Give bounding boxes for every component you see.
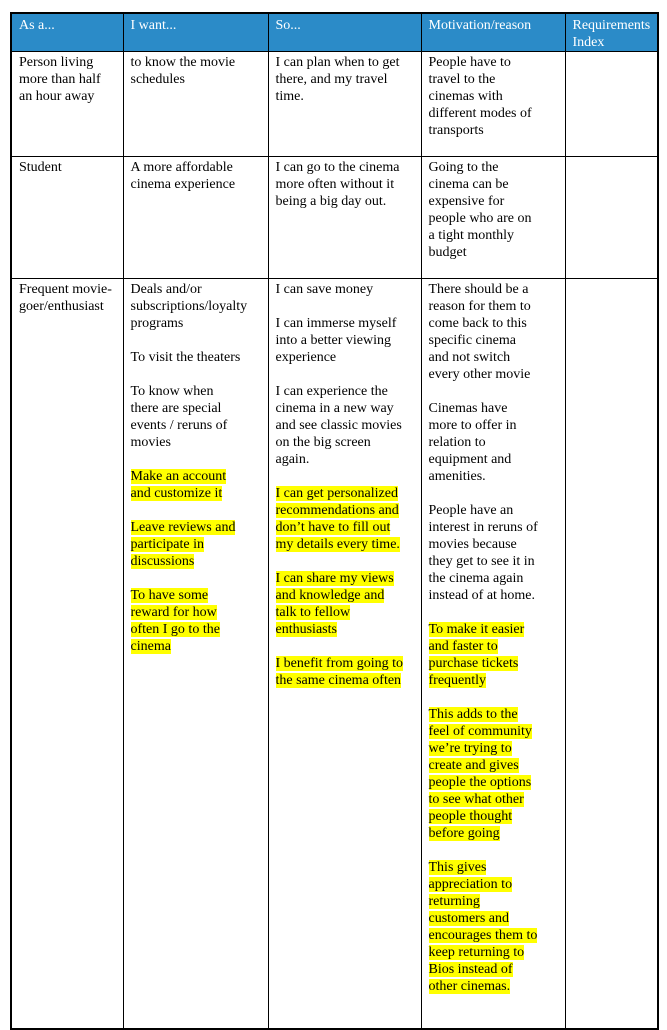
paragraph-text: Student <box>19 160 62 175</box>
cell-so <box>268 52 421 157</box>
cell-paragraph <box>131 159 244 193</box>
cell-as-a <box>11 279 123 1029</box>
highlighted-text: To have some reward for how often I go to the cinema <box>130 588 220 654</box>
cell-paragraph <box>131 349 244 366</box>
cell-so <box>268 279 421 1029</box>
paragraph-text: Deals and/or subscriptions/loyalty programs <box>130 282 248 331</box>
cell-paragraph <box>429 502 539 604</box>
cell-as-a <box>11 157 123 279</box>
highlighted-text: Leave reviews and participate in discussions <box>130 520 236 569</box>
paragraph-text: People have to travel to the cinemas with different modes of transports <box>428 55 532 138</box>
highlighted-text: Make an account and customize it <box>130 469 227 501</box>
cell-paragraph <box>429 621 539 689</box>
paragraph-text: Frequent movie-goer/enthusiast <box>19 282 112 314</box>
cell-paragraph <box>19 281 117 315</box>
cell-motivation <box>421 157 565 279</box>
user-story-table <box>10 12 659 1030</box>
cell-so <box>268 157 421 279</box>
cell-paragraph <box>131 383 244 451</box>
cell-paragraph <box>19 54 117 105</box>
cell-requirements-index <box>565 279 658 1029</box>
paragraph-text: I can plan when to get there, and my travel time. <box>275 55 400 104</box>
cell-i-want <box>123 157 268 279</box>
cell-paragraph <box>429 706 539 842</box>
highlighted-text: I can get personalized recommendations and don’t have to fill out my details every time. <box>275 486 400 552</box>
cell-paragraph <box>276 54 407 105</box>
cell-paragraph <box>429 400 539 485</box>
paragraph-text: To visit the theaters <box>130 350 241 365</box>
highlighted-text: To make it easier and faster to purchase tickets frequently <box>428 622 525 688</box>
cell-motivation <box>421 52 565 157</box>
cell-paragraph <box>131 54 244 88</box>
header-row <box>11 13 658 52</box>
cell-as-a <box>11 52 123 157</box>
cell-paragraph <box>131 519 244 570</box>
column-header-requirements-index: Requirements Index <box>565 13 658 52</box>
cell-requirements-index <box>565 52 658 157</box>
column-header-i-want: I want... <box>123 13 268 52</box>
column-header-so: So... <box>268 13 421 52</box>
cell-motivation <box>421 279 565 1029</box>
cell-paragraph <box>19 159 117 176</box>
cell-paragraph <box>276 383 407 468</box>
cell-paragraph <box>429 281 539 383</box>
cell-i-want <box>123 279 268 1029</box>
paragraph-text: I can experience the cinema in a new way and see classic movies on the big screen again. <box>275 384 402 467</box>
cell-paragraph <box>429 159 539 261</box>
cell-paragraph <box>429 859 539 995</box>
highlighted-text: I benefit from going to the same cinema often <box>275 656 404 688</box>
paragraph-text: A more affordable cinema experience <box>130 160 236 192</box>
cell-paragraph <box>276 315 407 366</box>
column-header-motivation: Motivation/reason <box>421 13 565 52</box>
table-row <box>11 157 658 279</box>
cell-paragraph <box>276 655 407 689</box>
cell-paragraph <box>276 159 407 210</box>
paragraph-text: Person living more than half an hour away <box>19 55 101 104</box>
cell-paragraph <box>276 570 407 638</box>
paragraph-text: People have an interest in reruns of movies because they get to see it in the cinema again instead of at home. <box>428 503 538 603</box>
cell-paragraph <box>131 468 244 502</box>
paragraph-text: Cinemas have more to offer in relation to equipment and amenities. <box>428 401 517 484</box>
cell-paragraph <box>276 485 407 553</box>
paragraph-text: Going to the cinema can be expensive for people who are on a tight monthly budget <box>428 160 532 260</box>
paragraph-text: to know the movie schedules <box>130 55 236 87</box>
highlighted-text: I can share my views and knowledge and talk to fellow enthusiasts <box>275 571 394 637</box>
cell-paragraph <box>130 281 248 332</box>
cell-paragraph <box>131 587 244 655</box>
paragraph-text: There should be a reason for them to come back to this specific cinema and not switch every other movie <box>428 282 531 382</box>
cell-i-want <box>123 52 268 157</box>
paragraph-text: I can save money <box>275 282 374 297</box>
highlighted-text: This adds to the feel of community we’re trying to create and gives people the options to see what other people thought before going <box>428 707 532 841</box>
highlighted-text: This gives appreciation to returning customers and encourages them to keep returning to Bios instead of other cinemas. <box>428 860 538 994</box>
table-row <box>11 52 658 157</box>
cell-paragraph <box>276 281 407 298</box>
table-row <box>11 279 658 1029</box>
cell-requirements-index <box>565 157 658 279</box>
paragraph-text: I can immerse myself into a better viewing experience <box>275 316 397 365</box>
document-page <box>10 12 659 1030</box>
cell-paragraph <box>429 54 539 139</box>
column-header-as-a: As a... <box>11 13 123 52</box>
paragraph-text: I can go to the cinema more often without it being a big day out. <box>275 160 400 209</box>
paragraph-text: To know when there are special events / reruns of movies <box>130 384 228 450</box>
